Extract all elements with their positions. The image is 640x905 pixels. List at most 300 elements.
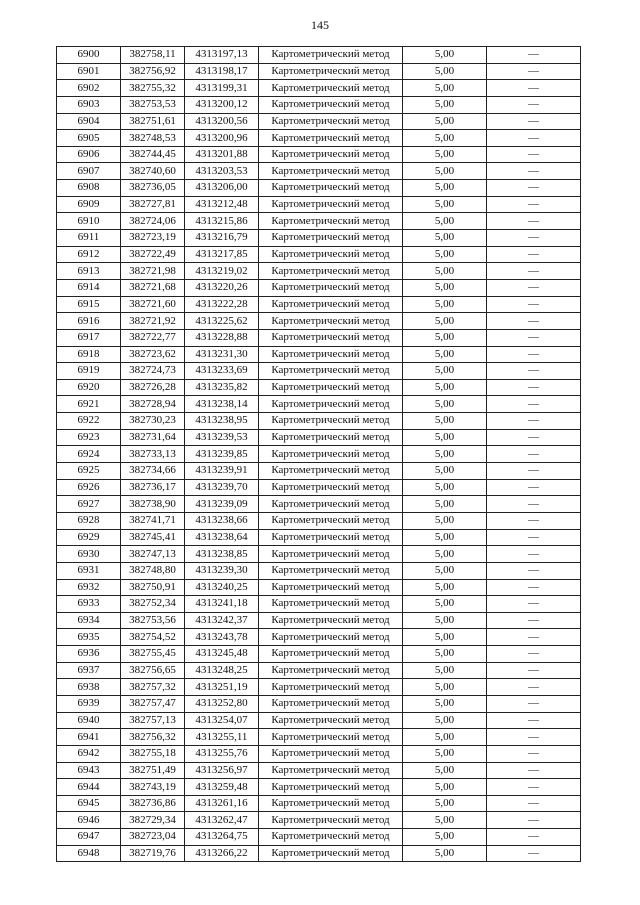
y-coordinate-cell: 4313206,00	[185, 180, 259, 197]
method-cell: Картометрический метод	[259, 762, 403, 779]
y-coordinate-cell: 4313238,64	[185, 529, 259, 546]
method-cell: Картометрический метод	[259, 496, 403, 513]
x-coordinate-cell: 382747,13	[121, 546, 185, 563]
point-number-cell: 6917	[57, 329, 121, 346]
table-row	[57, 579, 581, 596]
point-number-cell: 6919	[57, 363, 121, 380]
note-cell: —	[487, 47, 581, 64]
x-coordinate-cell: 382722,77	[121, 329, 185, 346]
y-coordinate-cell: 4313251,19	[185, 679, 259, 696]
point-number-cell: 6921	[57, 396, 121, 413]
table-row	[57, 313, 581, 330]
method-cell: Картометрический метод	[259, 296, 403, 313]
table-row	[57, 629, 581, 646]
note-cell: —	[487, 829, 581, 846]
note-cell: —	[487, 313, 581, 330]
accuracy-cell: 5,00	[403, 712, 487, 729]
point-number-cell: 6923	[57, 429, 121, 446]
table-row	[57, 646, 581, 663]
point-number-cell: 6925	[57, 463, 121, 480]
table-row	[57, 346, 581, 363]
x-coordinate-cell: 382721,98	[121, 263, 185, 280]
method-cell: Картометрический метод	[259, 213, 403, 230]
note-cell: —	[487, 679, 581, 696]
method-cell: Картометрический метод	[259, 329, 403, 346]
note-cell: —	[487, 695, 581, 712]
table-row	[57, 446, 581, 463]
accuracy-cell: 5,00	[403, 546, 487, 563]
accuracy-cell: 5,00	[403, 163, 487, 180]
x-coordinate-cell: 382756,65	[121, 662, 185, 679]
point-number-cell: 6900	[57, 47, 121, 64]
y-coordinate-cell: 4313201,88	[185, 146, 259, 163]
point-number-cell: 6913	[57, 263, 121, 280]
y-coordinate-cell: 4313264,75	[185, 829, 259, 846]
table-row	[57, 512, 581, 529]
y-coordinate-cell: 4313199,31	[185, 80, 259, 97]
accuracy-cell: 5,00	[403, 612, 487, 629]
table-row	[57, 529, 581, 546]
x-coordinate-cell: 382738,90	[121, 496, 185, 513]
y-coordinate-cell: 4313239,85	[185, 446, 259, 463]
table-row	[57, 279, 581, 296]
point-number-cell: 6929	[57, 529, 121, 546]
note-cell: —	[487, 230, 581, 247]
table-row	[57, 413, 581, 430]
note-cell: —	[487, 579, 581, 596]
point-number-cell: 6914	[57, 279, 121, 296]
note-cell: —	[487, 446, 581, 463]
x-coordinate-cell: 382750,91	[121, 579, 185, 596]
method-cell: Картометрический метод	[259, 745, 403, 762]
y-coordinate-cell: 4313231,30	[185, 346, 259, 363]
table-row	[57, 662, 581, 679]
point-number-cell: 6905	[57, 130, 121, 147]
method-cell: Картометрический метод	[259, 529, 403, 546]
y-coordinate-cell: 4313225,62	[185, 313, 259, 330]
accuracy-cell: 5,00	[403, 512, 487, 529]
point-number-cell: 6930	[57, 546, 121, 563]
point-number-cell: 6909	[57, 196, 121, 213]
x-coordinate-cell: 382719,76	[121, 845, 185, 862]
x-coordinate-cell: 382756,32	[121, 729, 185, 746]
x-coordinate-cell: 382756,92	[121, 63, 185, 80]
x-coordinate-cell: 382751,49	[121, 762, 185, 779]
point-number-cell: 6904	[57, 113, 121, 130]
table-row	[57, 180, 581, 197]
point-number-cell: 6920	[57, 379, 121, 396]
method-cell: Картометрический метод	[259, 130, 403, 147]
method-cell: Картометрический метод	[259, 629, 403, 646]
note-cell: —	[487, 296, 581, 313]
x-coordinate-cell: 382755,45	[121, 646, 185, 663]
accuracy-cell: 5,00	[403, 246, 487, 263]
accuracy-cell: 5,00	[403, 679, 487, 696]
table-row	[57, 63, 581, 80]
method-cell: Картометрический метод	[259, 446, 403, 463]
note-cell: —	[487, 729, 581, 746]
method-cell: Картометрический метод	[259, 163, 403, 180]
method-cell: Картометрический метод	[259, 612, 403, 629]
x-coordinate-cell: 382723,19	[121, 230, 185, 247]
x-coordinate-cell: 382745,41	[121, 529, 185, 546]
note-cell: —	[487, 529, 581, 546]
coordinates-table-body	[57, 47, 581, 862]
y-coordinate-cell: 4313239,91	[185, 463, 259, 480]
note-cell: —	[487, 180, 581, 197]
table-row	[57, 795, 581, 812]
note-cell: —	[487, 163, 581, 180]
y-coordinate-cell: 4313252,80	[185, 695, 259, 712]
point-number-cell: 6942	[57, 745, 121, 762]
table-row	[57, 263, 581, 280]
method-cell: Картометрический метод	[259, 113, 403, 130]
point-number-cell: 6936	[57, 646, 121, 663]
point-number-cell: 6908	[57, 180, 121, 197]
x-coordinate-cell: 382723,62	[121, 346, 185, 363]
x-coordinate-cell: 382726,28	[121, 379, 185, 396]
y-coordinate-cell: 4313216,79	[185, 230, 259, 247]
method-cell: Картометрический метод	[259, 479, 403, 496]
note-cell: —	[487, 146, 581, 163]
x-coordinate-cell: 382748,80	[121, 562, 185, 579]
point-number-cell: 6928	[57, 512, 121, 529]
accuracy-cell: 5,00	[403, 80, 487, 97]
accuracy-cell: 5,00	[403, 795, 487, 812]
accuracy-cell: 5,00	[403, 63, 487, 80]
accuracy-cell: 5,00	[403, 646, 487, 663]
note-cell: —	[487, 512, 581, 529]
note-cell: —	[487, 845, 581, 862]
y-coordinate-cell: 4313238,14	[185, 396, 259, 413]
accuracy-cell: 5,00	[403, 363, 487, 380]
y-coordinate-cell: 4313238,66	[185, 512, 259, 529]
x-coordinate-cell: 382721,60	[121, 296, 185, 313]
point-number-cell: 6948	[57, 845, 121, 862]
x-coordinate-cell: 382752,34	[121, 596, 185, 613]
note-cell: —	[487, 63, 581, 80]
y-coordinate-cell: 4313200,96	[185, 130, 259, 147]
accuracy-cell: 5,00	[403, 745, 487, 762]
point-number-cell: 6927	[57, 496, 121, 513]
method-cell: Картометрический метод	[259, 413, 403, 430]
accuracy-cell: 5,00	[403, 130, 487, 147]
x-coordinate-cell: 382729,34	[121, 812, 185, 829]
accuracy-cell: 5,00	[403, 762, 487, 779]
method-cell: Картометрический метод	[259, 779, 403, 796]
point-number-cell: 6944	[57, 779, 121, 796]
note-cell: —	[487, 213, 581, 230]
page-number: 145	[311, 18, 329, 32]
note-cell: —	[487, 479, 581, 496]
note-cell: —	[487, 463, 581, 480]
x-coordinate-cell: 382754,52	[121, 629, 185, 646]
method-cell: Картометрический метод	[259, 180, 403, 197]
table-row	[57, 679, 581, 696]
point-number-cell: 6916	[57, 313, 121, 330]
point-number-cell: 6910	[57, 213, 121, 230]
x-coordinate-cell: 382757,13	[121, 712, 185, 729]
method-cell: Картометрический метод	[259, 812, 403, 829]
accuracy-cell: 5,00	[403, 279, 487, 296]
x-coordinate-cell: 382734,66	[121, 463, 185, 480]
accuracy-cell: 5,00	[403, 562, 487, 579]
note-cell: —	[487, 745, 581, 762]
method-cell: Картометрический метод	[259, 795, 403, 812]
point-number-cell: 6922	[57, 413, 121, 430]
table-row	[57, 845, 581, 862]
method-cell: Картометрический метод	[259, 146, 403, 163]
accuracy-cell: 5,00	[403, 463, 487, 480]
accuracy-cell: 5,00	[403, 230, 487, 247]
x-coordinate-cell: 382733,13	[121, 446, 185, 463]
note-cell: —	[487, 246, 581, 263]
point-number-cell: 6911	[57, 230, 121, 247]
y-coordinate-cell: 4313212,48	[185, 196, 259, 213]
table-row	[57, 596, 581, 613]
method-cell: Картометрический метод	[259, 246, 403, 263]
note-cell: —	[487, 629, 581, 646]
note-cell: —	[487, 546, 581, 563]
coordinates-table	[56, 46, 581, 862]
note-cell: —	[487, 712, 581, 729]
method-cell: Картометрический метод	[259, 463, 403, 480]
point-number-cell: 6934	[57, 612, 121, 629]
x-coordinate-cell: 382722,49	[121, 246, 185, 263]
x-coordinate-cell: 382743,19	[121, 779, 185, 796]
table-row	[57, 745, 581, 762]
y-coordinate-cell: 4313255,11	[185, 729, 259, 746]
x-coordinate-cell: 382753,53	[121, 96, 185, 113]
table-row	[57, 762, 581, 779]
y-coordinate-cell: 4313261,16	[185, 795, 259, 812]
x-coordinate-cell: 382744,45	[121, 146, 185, 163]
point-number-cell: 6941	[57, 729, 121, 746]
accuracy-cell: 5,00	[403, 529, 487, 546]
point-number-cell: 6940	[57, 712, 121, 729]
table-row	[57, 379, 581, 396]
table-row	[57, 695, 581, 712]
table-row	[57, 546, 581, 563]
table-row	[57, 230, 581, 247]
x-coordinate-cell: 382724,06	[121, 213, 185, 230]
note-cell: —	[487, 196, 581, 213]
point-number-cell: 6924	[57, 446, 121, 463]
note-cell: —	[487, 646, 581, 663]
accuracy-cell: 5,00	[403, 596, 487, 613]
y-coordinate-cell: 4313262,47	[185, 812, 259, 829]
y-coordinate-cell: 4313242,37	[185, 612, 259, 629]
method-cell: Картометрический метод	[259, 845, 403, 862]
table-row	[57, 612, 581, 629]
table-row	[57, 829, 581, 846]
point-number-cell: 6926	[57, 479, 121, 496]
y-coordinate-cell: 4313203,53	[185, 163, 259, 180]
method-cell: Картометрический метод	[259, 729, 403, 746]
y-coordinate-cell: 4313239,09	[185, 496, 259, 513]
method-cell: Картометрический метод	[259, 279, 403, 296]
table-row	[57, 163, 581, 180]
point-number-cell: 6939	[57, 695, 121, 712]
method-cell: Картометрический метод	[259, 829, 403, 846]
table-row	[57, 96, 581, 113]
accuracy-cell: 5,00	[403, 47, 487, 64]
accuracy-cell: 5,00	[403, 196, 487, 213]
y-coordinate-cell: 4313220,26	[185, 279, 259, 296]
method-cell: Картометрический метод	[259, 646, 403, 663]
x-coordinate-cell: 382755,32	[121, 80, 185, 97]
y-coordinate-cell: 4313245,48	[185, 646, 259, 663]
y-coordinate-cell: 4313239,30	[185, 562, 259, 579]
method-cell: Картометрический метод	[259, 579, 403, 596]
x-coordinate-cell: 382724,73	[121, 363, 185, 380]
x-coordinate-cell: 382727,81	[121, 196, 185, 213]
point-number-cell: 6907	[57, 163, 121, 180]
table-row	[57, 729, 581, 746]
note-cell: —	[487, 113, 581, 130]
method-cell: Картометрический метод	[259, 695, 403, 712]
table-row	[57, 329, 581, 346]
note-cell: —	[487, 130, 581, 147]
method-cell: Картометрический метод	[259, 63, 403, 80]
x-coordinate-cell: 382721,68	[121, 279, 185, 296]
table-row	[57, 463, 581, 480]
x-coordinate-cell: 382748,53	[121, 130, 185, 147]
y-coordinate-cell: 4313200,56	[185, 113, 259, 130]
accuracy-cell: 5,00	[403, 579, 487, 596]
table-row	[57, 812, 581, 829]
accuracy-cell: 5,00	[403, 329, 487, 346]
accuracy-cell: 5,00	[403, 496, 487, 513]
note-cell: —	[487, 329, 581, 346]
y-coordinate-cell: 4313239,70	[185, 479, 259, 496]
table-row	[57, 130, 581, 147]
y-coordinate-cell: 4313197,13	[185, 47, 259, 64]
table-row	[57, 429, 581, 446]
y-coordinate-cell: 4313241,18	[185, 596, 259, 613]
x-coordinate-cell: 382730,23	[121, 413, 185, 430]
y-coordinate-cell: 4313254,07	[185, 712, 259, 729]
accuracy-cell: 5,00	[403, 296, 487, 313]
x-coordinate-cell: 382758,11	[121, 47, 185, 64]
y-coordinate-cell: 4313248,25	[185, 662, 259, 679]
x-coordinate-cell: 382721,92	[121, 313, 185, 330]
accuracy-cell: 5,00	[403, 313, 487, 330]
accuracy-cell: 5,00	[403, 113, 487, 130]
accuracy-cell: 5,00	[403, 446, 487, 463]
method-cell: Картометрический метод	[259, 712, 403, 729]
note-cell: —	[487, 346, 581, 363]
note-cell: —	[487, 96, 581, 113]
method-cell: Картометрический метод	[259, 313, 403, 330]
x-coordinate-cell: 382723,04	[121, 829, 185, 846]
note-cell: —	[487, 263, 581, 280]
table-row	[57, 479, 581, 496]
y-coordinate-cell: 4313222,28	[185, 296, 259, 313]
method-cell: Картометрический метод	[259, 662, 403, 679]
note-cell: —	[487, 762, 581, 779]
note-cell: —	[487, 496, 581, 513]
accuracy-cell: 5,00	[403, 413, 487, 430]
note-cell: —	[487, 779, 581, 796]
x-coordinate-cell: 382751,61	[121, 113, 185, 130]
y-coordinate-cell: 4313259,48	[185, 779, 259, 796]
note-cell: —	[487, 596, 581, 613]
y-coordinate-cell: 4313215,86	[185, 213, 259, 230]
y-coordinate-cell: 4313198,17	[185, 63, 259, 80]
table-row	[57, 562, 581, 579]
note-cell: —	[487, 429, 581, 446]
accuracy-cell: 5,00	[403, 346, 487, 363]
accuracy-cell: 5,00	[403, 146, 487, 163]
y-coordinate-cell: 4313200,12	[185, 96, 259, 113]
table-row	[57, 146, 581, 163]
point-number-cell: 6918	[57, 346, 121, 363]
point-number-cell: 6901	[57, 63, 121, 80]
accuracy-cell: 5,00	[403, 629, 487, 646]
method-cell: Картометрический метод	[259, 396, 403, 413]
method-cell: Картометрический метод	[259, 379, 403, 396]
accuracy-cell: 5,00	[403, 845, 487, 862]
method-cell: Картометрический метод	[259, 196, 403, 213]
point-number-cell: 6931	[57, 562, 121, 579]
note-cell: —	[487, 812, 581, 829]
y-coordinate-cell: 4313255,76	[185, 745, 259, 762]
method-cell: Картометрический метод	[259, 546, 403, 563]
accuracy-cell: 5,00	[403, 729, 487, 746]
note-cell: —	[487, 662, 581, 679]
note-cell: —	[487, 562, 581, 579]
table-row	[57, 196, 581, 213]
table-row	[57, 496, 581, 513]
method-cell: Картометрический метод	[259, 596, 403, 613]
accuracy-cell: 5,00	[403, 396, 487, 413]
accuracy-cell: 5,00	[403, 662, 487, 679]
point-number-cell: 6937	[57, 662, 121, 679]
table-row	[57, 213, 581, 230]
method-cell: Картометрический метод	[259, 346, 403, 363]
table-row	[57, 363, 581, 380]
x-coordinate-cell: 382731,64	[121, 429, 185, 446]
point-number-cell: 6903	[57, 96, 121, 113]
table-row	[57, 712, 581, 729]
x-coordinate-cell: 382755,18	[121, 745, 185, 762]
point-number-cell: 6943	[57, 762, 121, 779]
y-coordinate-cell: 4313233,69	[185, 363, 259, 380]
note-cell: —	[487, 795, 581, 812]
y-coordinate-cell: 4313238,95	[185, 413, 259, 430]
x-coordinate-cell: 382753,56	[121, 612, 185, 629]
table-row	[57, 246, 581, 263]
accuracy-cell: 5,00	[403, 829, 487, 846]
note-cell: —	[487, 80, 581, 97]
note-cell: —	[487, 363, 581, 380]
y-coordinate-cell: 4313240,25	[185, 579, 259, 596]
x-coordinate-cell: 382736,17	[121, 479, 185, 496]
table-row	[57, 113, 581, 130]
accuracy-cell: 5,00	[403, 479, 487, 496]
table-row	[57, 80, 581, 97]
y-coordinate-cell: 4313219,02	[185, 263, 259, 280]
point-number-cell: 6947	[57, 829, 121, 846]
x-coordinate-cell: 382736,86	[121, 795, 185, 812]
point-number-cell: 6935	[57, 629, 121, 646]
note-cell: —	[487, 396, 581, 413]
method-cell: Картометрический метод	[259, 512, 403, 529]
table-row	[57, 779, 581, 796]
y-coordinate-cell: 4313228,88	[185, 329, 259, 346]
accuracy-cell: 5,00	[403, 263, 487, 280]
